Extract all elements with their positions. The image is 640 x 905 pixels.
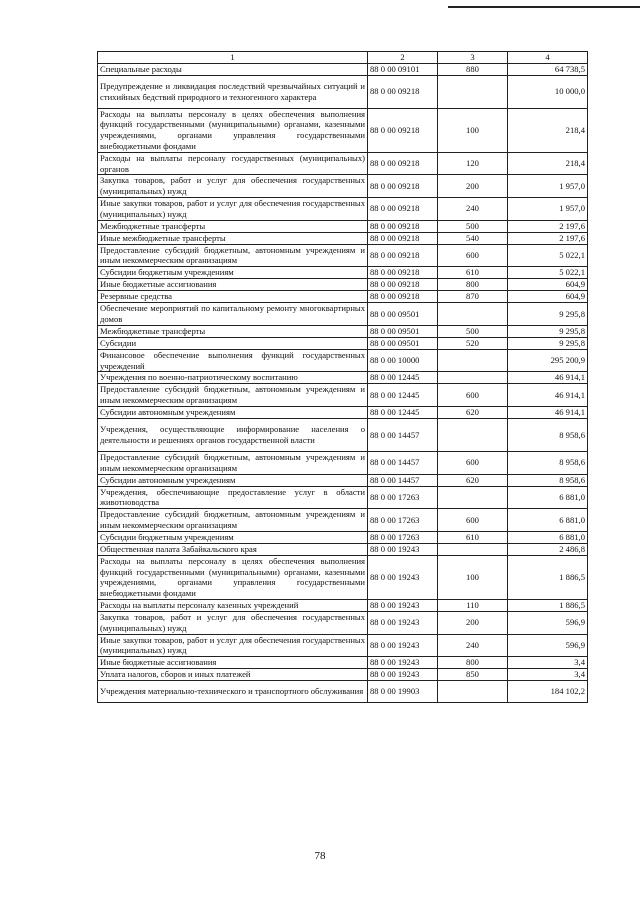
row-code-cell: 88 0 00 17263 [368,509,438,532]
row-sum-cell: 2 197,6 [508,220,588,232]
row-sum-cell: 64 738,5 [508,63,588,75]
row-name-cell: Учреждения, осуществляющие информирование населения о деятельности и решениях органов государственной власти [98,418,368,451]
row-sum-cell: 2 486,8 [508,543,588,555]
table-row [98,384,588,407]
row-code-cell: 88 0 00 09218 [368,175,438,198]
row-code-cell: 88 0 00 09218 [368,291,438,303]
table-row [98,531,588,543]
row-code-cell: 88 0 00 19243 [368,599,438,611]
table-row [98,418,588,451]
row-sum-cell: 46 914,1 [508,406,588,418]
column-number: 1 [98,52,368,64]
row-name-cell: Предоставление субсидий бюджетным, автономным учреждениям и иным некоммерческим организациям [98,451,368,474]
row-sum-cell: 3,4 [508,669,588,681]
row-name-cell: Предупреждение и ликвидация последствий чрезвычайных ситуаций и стихийных бедствий природного и техногенного характера [98,75,368,108]
row-name-cell: Субсидии автономным учреждениям [98,406,368,418]
row-name-cell: Учреждения по военно-патриотическому воспитанию [98,372,368,384]
table-row [98,267,588,279]
row-sum-cell: 5 022,1 [508,267,588,279]
table-row [98,220,588,232]
row-code-cell: 88 0 00 19243 [368,634,438,657]
row-code-cell: 88 0 00 19243 [368,543,438,555]
row-type-cell: 520 [438,337,508,349]
row-type-cell [438,681,508,703]
row-sum-cell: 1 886,5 [508,555,588,599]
table-row [98,474,588,486]
table-row [98,291,588,303]
table-row [98,75,588,108]
row-name-cell: Закупка товаров, работ и услуг для обеспечения государственных (муниципальных) нужд [98,611,368,634]
row-name-cell: Резервные средства [98,291,368,303]
table-row [98,543,588,555]
row-sum-cell: 3,4 [508,657,588,669]
row-name-cell: Учреждения, обеспечивающие предоставление услуг в области животноводства [98,486,368,509]
row-sum-cell: 604,9 [508,279,588,291]
row-code-cell: 88 0 00 09218 [368,279,438,291]
row-name-cell: Межбюджетные трансферты [98,325,368,337]
row-name-cell: Финансовое обеспечение выполнения функций государственных учреждений [98,349,368,372]
row-code-cell: 88 0 00 14457 [368,418,438,451]
row-code-cell: 88 0 00 09218 [368,220,438,232]
row-name-cell: Иные закупки товаров, работ и услуг для обеспечения государственных (муниципальных) нужд [98,197,368,220]
row-name-cell: Закупка товаров, работ и услуг для обеспечения государственных (муниципальных) нужд [98,175,368,198]
row-sum-cell: 1 957,0 [508,175,588,198]
row-type-cell [438,303,508,326]
row-type-cell: 600 [438,244,508,267]
row-name-cell: Учреждения материально-технического и транспортного обслуживания [98,681,368,703]
row-type-cell [438,486,508,509]
row-code-cell: 88 0 00 09218 [368,244,438,267]
table-row [98,279,588,291]
row-type-cell: 880 [438,63,508,75]
row-name-cell: Предоставление субсидий бюджетным, автономным учреждениям и иным некоммерческим организациям [98,509,368,532]
row-name-cell: Субсидии бюджетным учреждениям [98,267,368,279]
row-sum-cell: 9 295,8 [508,337,588,349]
row-type-cell: 100 [438,555,508,599]
row-type-cell: 600 [438,451,508,474]
row-name-cell: Общественная палата Забайкальского края [98,543,368,555]
table-row [98,634,588,657]
row-code-cell: 88 0 00 09218 [368,108,438,152]
row-code-cell: 88 0 00 09501 [368,325,438,337]
row-type-cell: 870 [438,291,508,303]
row-sum-cell: 46 914,1 [508,372,588,384]
budget-table-body [98,52,588,703]
row-code-cell: 88 0 00 17263 [368,486,438,509]
row-sum-cell: 9 295,8 [508,325,588,337]
row-name-cell: Иные бюджетные ассигнования [98,657,368,669]
row-code-cell: 88 0 00 09218 [368,232,438,244]
table-row [98,657,588,669]
column-number: 3 [438,52,508,64]
row-type-cell: 200 [438,611,508,634]
row-type-cell [438,418,508,451]
row-code-cell: 88 0 00 19243 [368,555,438,599]
row-type-cell: 620 [438,406,508,418]
row-sum-cell: 1 957,0 [508,197,588,220]
row-name-cell: Расходы на выплаты персоналу государственных (муниципальных) органов [98,152,368,175]
row-code-cell: 88 0 00 10000 [368,349,438,372]
row-sum-cell: 8 958,6 [508,418,588,451]
row-code-cell: 88 0 00 17263 [368,531,438,543]
row-name-cell: Иные межбюджетные трансферты [98,232,368,244]
row-sum-cell: 5 022,1 [508,244,588,267]
row-name-cell: Иные закупки товаров, работ и услуг для обеспечения государственных (муниципальных) нужд [98,634,368,657]
row-code-cell: 88 0 00 14457 [368,451,438,474]
table-row [98,669,588,681]
row-name-cell: Специальные расходы [98,63,368,75]
row-sum-cell: 184 102,2 [508,681,588,703]
row-type-cell: 240 [438,634,508,657]
row-name-cell: Предоставление субсидий бюджетным, автономным учреждениям и иным некоммерческим организациям [98,244,368,267]
row-code-cell: 88 0 00 12445 [368,372,438,384]
column-number: 4 [508,52,588,64]
table-row [98,337,588,349]
row-name-cell: Уплата налогов, сборов и иных платежей [98,669,368,681]
row-type-cell: 500 [438,325,508,337]
header-rule [448,6,640,8]
row-sum-cell: 9 295,8 [508,303,588,326]
row-name-cell: Иные бюджетные ассигнования [98,279,368,291]
row-name-cell: Субсидии бюджетным учреждениям [98,531,368,543]
column-number-row [98,52,588,64]
row-name-cell: Предоставление субсидий бюджетным, автономным учреждениям и иным некоммерческим организациям [98,384,368,407]
table-row [98,175,588,198]
row-code-cell: 88 0 00 09218 [368,267,438,279]
row-sum-cell: 604,9 [508,291,588,303]
table-row [98,451,588,474]
row-code-cell: 88 0 00 09501 [368,303,438,326]
row-code-cell: 88 0 00 09218 [368,197,438,220]
table-row [98,303,588,326]
row-type-cell [438,543,508,555]
row-sum-cell: 10 000,0 [508,75,588,108]
row-sum-cell: 1 886,5 [508,599,588,611]
table-row [98,509,588,532]
row-name-cell: Расходы на выплаты персоналу в целях обеспечения выполнения функций государственными (муниципальными) органами, казенными учреждениями, органами управления государственными внебюджетными фондами [98,555,368,599]
table-row [98,486,588,509]
row-name-cell: Расходы на выплаты персоналу казенных учреждений [98,599,368,611]
row-type-cell: 850 [438,669,508,681]
row-type-cell: 540 [438,232,508,244]
row-sum-cell: 6 881,0 [508,509,588,532]
row-type-cell: 600 [438,384,508,407]
row-code-cell: 88 0 00 19243 [368,657,438,669]
table-row [98,325,588,337]
row-name-cell: Межбюджетные трансферты [98,220,368,232]
row-code-cell: 88 0 00 19903 [368,681,438,703]
table-row [98,244,588,267]
row-code-cell: 88 0 00 19243 [368,611,438,634]
table-row [98,152,588,175]
table-row [98,232,588,244]
row-type-cell [438,349,508,372]
row-type-cell: 120 [438,152,508,175]
row-type-cell [438,75,508,108]
row-name-cell: Субсидии [98,337,368,349]
row-type-cell: 110 [438,599,508,611]
row-code-cell: 88 0 00 09101 [368,63,438,75]
row-sum-cell: 218,4 [508,152,588,175]
row-code-cell: 88 0 00 19243 [368,669,438,681]
row-name-cell: Расходы на выплаты персоналу в целях обеспечения выполнения функций государственными (муниципальными) органами, казенными учреждениями, органами управления государственными внебюджетными фондами [98,108,368,152]
row-code-cell: 88 0 00 12445 [368,384,438,407]
row-code-cell: 88 0 00 12445 [368,406,438,418]
row-type-cell: 800 [438,657,508,669]
row-sum-cell: 596,9 [508,634,588,657]
row-sum-cell: 218,4 [508,108,588,152]
row-type-cell: 600 [438,509,508,532]
row-type-cell: 610 [438,531,508,543]
row-type-cell: 800 [438,279,508,291]
row-code-cell: 88 0 00 09501 [368,337,438,349]
row-code-cell: 88 0 00 09218 [368,152,438,175]
row-sum-cell: 6 881,0 [508,486,588,509]
table-row [98,197,588,220]
row-type-cell: 620 [438,474,508,486]
table-row [98,599,588,611]
table-row [98,681,588,703]
row-type-cell: 100 [438,108,508,152]
row-sum-cell: 6 881,0 [508,531,588,543]
row-sum-cell: 8 958,6 [508,451,588,474]
row-code-cell: 88 0 00 14457 [368,474,438,486]
row-sum-cell: 2 197,6 [508,232,588,244]
row-sum-cell: 46 914,1 [508,384,588,407]
row-type-cell: 240 [438,197,508,220]
budget-table [97,51,588,703]
row-sum-cell: 295 200,9 [508,349,588,372]
column-number: 2 [368,52,438,64]
row-sum-cell: 8 958,6 [508,474,588,486]
row-name-cell: Субсидии автономным учреждениям [98,474,368,486]
table-row [98,406,588,418]
table-row [98,611,588,634]
row-type-cell: 500 [438,220,508,232]
row-type-cell: 200 [438,175,508,198]
table-row [98,349,588,372]
row-type-cell [438,372,508,384]
table-row [98,372,588,384]
table-row [98,63,588,75]
table-row [98,555,588,599]
table-row [98,108,588,152]
row-type-cell: 610 [438,267,508,279]
row-name-cell: Обеспечение мероприятий по капитальному ремонту многоквартирных домов [98,303,368,326]
row-sum-cell: 596,9 [508,611,588,634]
row-code-cell: 88 0 00 09218 [368,75,438,108]
page-number: 78 [314,850,326,862]
